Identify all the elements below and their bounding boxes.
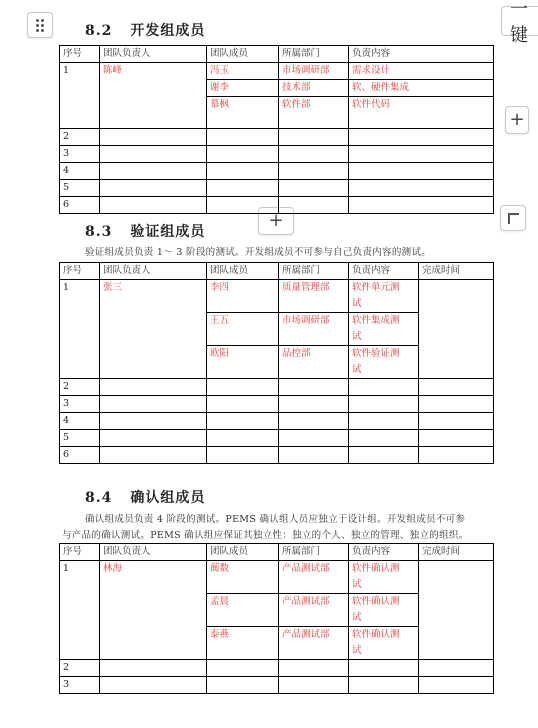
time-cell	[419, 280, 494, 379]
table-row	[60, 396, 494, 413]
table-row	[60, 63, 494, 80]
task-line: 试	[352, 612, 362, 623]
row-number-cell: 3	[60, 146, 100, 163]
row-number-cell: 6	[60, 447, 100, 464]
task-line: 试	[352, 645, 362, 656]
member-cell	[207, 146, 279, 163]
member-cell	[207, 413, 279, 430]
header-cell: 所属部门	[279, 46, 349, 63]
header-cell: 团队成员	[207, 544, 279, 561]
dept-cell: 技术部	[279, 80, 349, 97]
leader-cell	[100, 660, 207, 677]
leader-cell: 林海	[100, 561, 207, 660]
member-cell	[207, 677, 279, 694]
header-cell: 团队负责人	[100, 544, 207, 561]
dept-cell: 市场调研部	[279, 63, 349, 80]
leader-cell	[100, 677, 207, 694]
task-cell	[349, 447, 419, 464]
member-cell: 李四	[207, 280, 279, 313]
section-intro	[62, 512, 502, 544]
table-row	[60, 146, 494, 163]
dept-cell	[279, 413, 349, 430]
leader-cell	[100, 197, 207, 214]
table-header-row	[60, 544, 494, 561]
header-cell: 负责内容	[349, 263, 419, 280]
member-cell: 谢李	[207, 80, 279, 97]
member-cell	[207, 129, 279, 146]
task-line: 软件确认测	[352, 563, 400, 574]
expand-corner-icon	[508, 213, 519, 224]
intro-line: 确认组成员负责 4 阶段的测试。PEMS 确认组人员应独立于设计组。开发组成员不可参	[85, 514, 466, 525]
member-cell	[207, 197, 279, 214]
member-cell	[207, 660, 279, 677]
dept-cell: 产品测试部	[279, 561, 349, 594]
task-cell	[349, 627, 419, 660]
section-heading-8-3	[85, 221, 205, 241]
table-row	[60, 180, 494, 197]
member-cell	[207, 430, 279, 447]
member-cell: 欧阳	[207, 346, 279, 379]
leader-cell: 陈峰	[100, 63, 207, 129]
time-cell	[419, 396, 494, 413]
header-cell: 所属部门	[279, 263, 349, 280]
time-cell	[419, 379, 494, 396]
dept-cell	[279, 660, 349, 677]
section-title: 验证组成员	[130, 224, 206, 240]
row-number-cell: 5	[60, 430, 100, 447]
task-line: 软件集成测	[352, 315, 400, 326]
dept-cell	[279, 129, 349, 146]
dept-cell	[279, 163, 349, 180]
task-line: 试	[352, 579, 362, 590]
confirm-team-table	[59, 543, 494, 694]
header-cell: 序号	[60, 263, 100, 280]
dept-cell	[279, 677, 349, 694]
leader-cell: 张三	[100, 280, 207, 379]
section-heading-8-2	[85, 20, 205, 40]
table-row	[60, 660, 494, 677]
row-number-cell: 1	[60, 561, 100, 660]
dept-cell: 产品测试部	[279, 594, 349, 627]
leader-cell	[100, 163, 207, 180]
member-cell: 王五	[207, 313, 279, 346]
leader-cell	[100, 396, 207, 413]
row-number-cell: 3	[60, 677, 100, 694]
time-cell	[419, 561, 494, 660]
grip-dots-icon	[36, 19, 44, 32]
table-row	[60, 677, 494, 694]
dept-cell: 市场调研部	[279, 313, 349, 346]
table-row	[60, 561, 494, 594]
leader-cell	[100, 146, 207, 163]
dept-cell	[279, 379, 349, 396]
header-cell: 序号	[60, 544, 100, 561]
member-cell: 泰燕	[207, 627, 279, 660]
task-cell: 软件代码	[349, 97, 494, 129]
member-cell: 冯玉	[207, 63, 279, 80]
dept-cell: 软件部	[279, 97, 349, 129]
task-cell	[349, 594, 419, 627]
task-cell	[349, 413, 419, 430]
task-line: 试	[352, 298, 362, 309]
task-line: 软件单元测	[352, 282, 400, 293]
task-line: 软件确认测	[352, 629, 400, 640]
section-number: 8.4	[85, 490, 113, 506]
header-cell: 完成时间	[419, 263, 494, 280]
task-cell: 需求设计	[349, 63, 494, 80]
verify-team-table	[59, 262, 494, 464]
drag-handle-button[interactable]	[27, 12, 53, 38]
row-number-cell: 2	[60, 660, 100, 677]
member-cell	[207, 447, 279, 464]
task-line: 软件验证测	[352, 348, 400, 359]
section-heading-8-4	[85, 487, 205, 507]
task-cell	[349, 379, 419, 396]
table-header-row	[60, 46, 494, 63]
task-cell	[349, 313, 419, 346]
member-cell	[207, 163, 279, 180]
one-click-button[interactable]	[501, 0, 538, 46]
leader-cell	[100, 379, 207, 396]
dept-cell	[279, 447, 349, 464]
dept-cell	[279, 396, 349, 413]
row-number-cell: 1	[60, 63, 100, 129]
task-cell: 软、硬件集成	[349, 80, 494, 97]
plus-icon: +	[509, 109, 525, 130]
add-block-button-right[interactable]	[505, 106, 529, 134]
table-row	[60, 197, 494, 214]
task-cell	[349, 660, 419, 677]
task-line: 试	[352, 331, 362, 342]
header-cell: 负责内容	[349, 544, 419, 561]
table-row	[60, 129, 494, 146]
task-cell	[349, 561, 419, 594]
leader-cell	[100, 180, 207, 197]
task-cell	[349, 346, 419, 379]
dept-cell	[279, 197, 349, 214]
leader-cell	[100, 447, 207, 464]
header-cell: 序号	[60, 46, 100, 63]
section-title: 确认组成员	[130, 490, 206, 506]
dept-cell	[279, 180, 349, 197]
time-cell	[419, 447, 494, 464]
header-cell: 负责内容	[349, 46, 494, 63]
task-cell	[349, 163, 494, 180]
dept-cell: 产品测试部	[279, 627, 349, 660]
one-click-label: 一键	[510, 0, 528, 46]
row-number-cell: 5	[60, 180, 100, 197]
task-cell	[349, 280, 419, 313]
section-intro: 验证组成员负责 1～ 3 阶段的测试。开发组成员不可参与自己负责内容的测试。	[85, 247, 432, 258]
row-number-cell: 2	[60, 379, 100, 396]
table-row	[60, 280, 494, 313]
table-header-row	[60, 263, 494, 280]
header-cell: 团队负责人	[100, 46, 207, 63]
dev-team-table	[59, 45, 494, 214]
member-cell	[207, 180, 279, 197]
header-cell: 所属部门	[279, 544, 349, 561]
section-number: 8.3	[85, 224, 113, 240]
row-number-cell: 1	[60, 280, 100, 379]
table-row	[60, 447, 494, 464]
table-row	[60, 413, 494, 430]
leader-cell	[100, 413, 207, 430]
member-cell: 蔺数	[207, 561, 279, 594]
time-cell	[419, 677, 494, 694]
task-cell	[349, 677, 419, 694]
plus-icon: +	[268, 210, 284, 231]
table-row	[60, 379, 494, 396]
time-cell	[419, 413, 494, 430]
header-cell: 团队成员	[207, 263, 279, 280]
table-row	[60, 163, 494, 180]
task-cell	[349, 396, 419, 413]
task-cell	[349, 146, 494, 163]
leader-cell	[100, 430, 207, 447]
task-line: 软件确认测	[352, 596, 400, 607]
member-cell	[207, 396, 279, 413]
task-line: 试	[352, 364, 362, 375]
intro-line: 与产品的确认测试。PEMS 确认组应保证其独立性：独立的个人、独立的管理、独立的组织。	[62, 530, 469, 541]
dept-cell: 品控部	[279, 346, 349, 379]
task-cell	[349, 129, 494, 146]
section-title: 开发组成员	[130, 23, 206, 39]
task-cell	[349, 197, 494, 214]
expand-button[interactable]	[500, 205, 526, 231]
member-cell: 孟晨	[207, 594, 279, 627]
member-cell	[207, 379, 279, 396]
header-cell: 团队负责人	[100, 263, 207, 280]
time-cell	[419, 660, 494, 677]
leader-cell	[100, 129, 207, 146]
dept-cell	[279, 146, 349, 163]
section-number: 8.2	[85, 23, 113, 39]
dept-cell	[279, 430, 349, 447]
row-number-cell: 6	[60, 197, 100, 214]
member-cell: 慕枫	[207, 97, 279, 129]
row-number-cell: 4	[60, 163, 100, 180]
dept-cell: 质量管理部	[279, 280, 349, 313]
table-row	[60, 430, 494, 447]
header-cell: 完成时间	[419, 544, 494, 561]
task-cell	[349, 180, 494, 197]
time-cell	[419, 430, 494, 447]
row-number-cell: 2	[60, 129, 100, 146]
header-cell: 团队成员	[207, 46, 279, 63]
task-cell	[349, 430, 419, 447]
row-number-cell: 3	[60, 396, 100, 413]
row-number-cell: 4	[60, 413, 100, 430]
